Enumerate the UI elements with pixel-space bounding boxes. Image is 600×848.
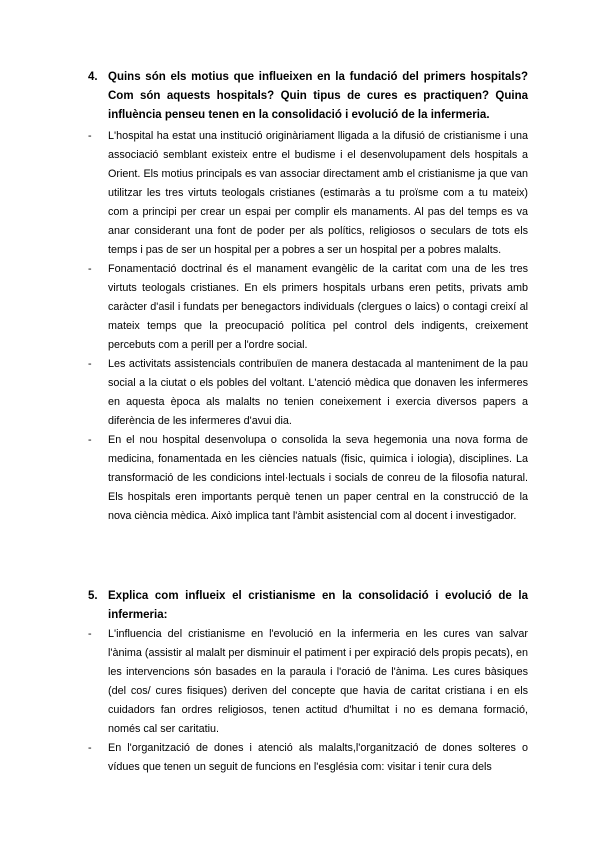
- list-item: [88, 127, 528, 260]
- list-item: [88, 625, 528, 739]
- question-4-text: Quins són els motius que influeixen en la fundació del primers hospitals? Com són aquests hospitals? Quin tipus de cures es practiquen? Quina influència penseu tenen en la consolidació i evolució de la infermeria.: [108, 71, 528, 121]
- question-4-number: 4.: [88, 71, 98, 83]
- question-5-number: 5.: [88, 590, 98, 602]
- bullet-dash: -: [88, 263, 92, 275]
- answer-4-2: Fonamentació doctrinal és el manament evangèlic de la caritat com una de les tres virtuts teologals cristianes. En els primers hospitals urbans eren petits, privats amb caràcter d'asil i fundats per benegactors individuals (clergues o laics) o contagi creixí al mateix temps que la preocupació política pel control dels indigents, creixement percebuts com a perill per a l'ordre social.: [108, 263, 528, 351]
- list-item: [88, 260, 528, 355]
- answer-4-1: L'hospital ha estat una institució originàriament lligada a la difusió de cristianisme i una associació semblant existeix entre el budisme i el desenvolupament dels hospitals a Orient. Els motius principals es van associar directament amb el cristianisme ja que van utilitzar les tres virtuts teologals cristianes (estimaràs a tu proïsme com a tu mateix) com a principi per crear un espai per complir els manaments. Al pas del temps es va anar considerant una font de poder per als polítics, religiosos o seculars de tots els temps i pas de ser un hospital per a pobres a ser un hospital per a pobres malalts.: [108, 130, 528, 256]
- list-item: [88, 355, 528, 431]
- question-5-text: Explica com influeix el cristianisme en la consolidació i evolució de la infermeria:: [108, 590, 528, 621]
- answer-4-3: Les activitats assistencials contribuïen de manera destacada al manteniment de la pau social a la ciutat o els pobles del voltant. L'atenció mèdica que donaven les infermeres en aquesta època als malalts no tenien coneixement i exercia diversos papers a diferència de les infermeres d'avui dia.: [108, 358, 528, 427]
- answer-5-1: L'influencia del cristianisme en l'evolució en la infermeria en les cures van salvar l'ànima (assistir al malalt per disminuir el patiment i per expiració dels propis pecats), en les intervencions són basades en la paraula i l'oració de l'ànima. Les cures bàsiques (del cos/ cures fisiques) deriven del concepte que havia de caritat cristiana i en els cuidadors fan ordres religiosos, tenen actitud d'humiltat i no es demana formació, només cal ser caritatiu.: [108, 628, 528, 735]
- question-4: [88, 68, 528, 125]
- answers-5: [88, 625, 528, 777]
- question-5: [88, 587, 528, 625]
- list-item: [88, 739, 528, 777]
- bullet-dash: -: [88, 742, 92, 754]
- list-item: [88, 431, 528, 526]
- bullet-dash: -: [88, 628, 92, 640]
- answer-5-2: En l'organització de dones i atenció als malalts,l'organització de dones solteres o vídues que tenen un seguit de funcions en l'església com: visitar i tenir cura dels: [108, 742, 528, 773]
- answers-4: [88, 127, 528, 526]
- answer-4-4: En el nou hospital desenvolupa o consolida la seva hegemonia una nova forma de medicina, fonamentada en les ciències natuals (fisic, quimica i iologia), disciplines. La transformació de les condicions intel·lectuals i socials de conreu de la filosofia natural. Els hospitals eren importants perquè tenen un paper central en la construcció de la nova ciència mèdica. Això implica tant l'àmbit asistencial com al docent i investigador.: [108, 434, 528, 522]
- bullet-dash: -: [88, 434, 92, 446]
- bullet-dash: -: [88, 130, 92, 142]
- bullet-dash: -: [88, 358, 92, 370]
